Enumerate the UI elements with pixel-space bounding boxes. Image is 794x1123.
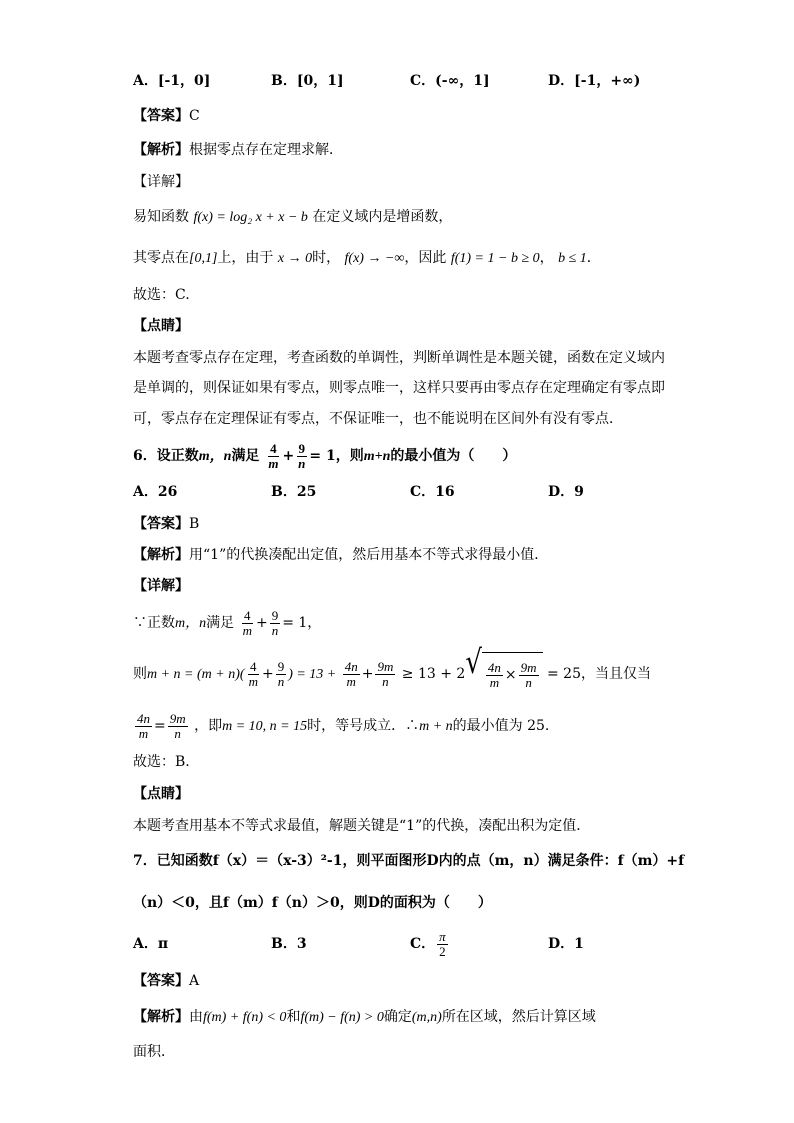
q6-option-c: C．16 bbox=[410, 484, 455, 500]
analysis-math: f(m) − f(n) > 0 bbox=[300, 1010, 384, 1025]
plus-sign: + bbox=[282, 448, 295, 464]
fraction bbox=[343, 660, 360, 688]
detail-text: ，即 bbox=[194, 718, 223, 734]
detail-math: b ≤ 1 bbox=[558, 251, 587, 266]
detail-math: ≥ 13 + 2 bbox=[401, 666, 466, 682]
analysis-text: 所在区域，然后计算区域 bbox=[441, 1009, 596, 1025]
detail-text: 的最小值为 25. bbox=[452, 718, 550, 734]
q7-stem-line2: （n）＜0，且f（m）f（n）＞0，则D的面积为（ ） bbox=[133, 895, 492, 911]
analysis-tag: 【解析】 bbox=[133, 547, 189, 563]
detail-math: x → 0 bbox=[277, 251, 313, 266]
times-sign: × bbox=[504, 667, 517, 683]
detail-math: m，n bbox=[175, 616, 207, 631]
q6-answer bbox=[133, 514, 199, 534]
q5-detail-line1 bbox=[133, 207, 452, 228]
q5-answer bbox=[133, 106, 200, 126]
fraction-den: m bbox=[248, 673, 258, 689]
detail-math: f(1) = 1 − b ≥ 0 bbox=[450, 251, 540, 266]
answer-tag: 【答案】 bbox=[133, 108, 189, 124]
analysis-text: 由 bbox=[189, 1009, 203, 1025]
q6-detail-line3 bbox=[133, 706, 549, 747]
analysis-tag: 【解析】 bbox=[133, 1009, 189, 1025]
q6-analysis bbox=[133, 545, 548, 565]
analysis-tag: 【解析】 bbox=[133, 142, 189, 158]
detail-text: ． bbox=[586, 250, 601, 266]
fraction bbox=[437, 930, 448, 958]
answer-value: C bbox=[189, 108, 200, 124]
q7-option-a: A．π bbox=[133, 936, 169, 952]
fraction bbox=[168, 712, 188, 740]
fraction bbox=[276, 660, 287, 688]
stem-text: 满足 bbox=[231, 448, 260, 464]
fraction-num: 9 bbox=[271, 607, 279, 623]
radical-sign: √ bbox=[465, 644, 482, 682]
answer-tag: 【答案】 bbox=[133, 516, 189, 532]
detail-text: ， bbox=[539, 250, 554, 266]
fraction bbox=[375, 660, 395, 688]
fraction-den: n bbox=[271, 622, 279, 638]
detail-math: = 25 bbox=[546, 666, 581, 682]
q5-comment-line1: 本题考查零点存在定理，考查函数的单调性，判断单调性是本题关键，函数在定义域内 bbox=[133, 350, 665, 366]
q7-stem-line1: 7．已知函数f（x）＝（x-3）²-1，则平面图形D内的点（m，n）满足条件：f（m）+f bbox=[133, 853, 685, 869]
q7-analysis bbox=[133, 1007, 596, 1028]
fraction bbox=[519, 661, 539, 689]
q6-option-d: D．9 bbox=[548, 484, 584, 500]
q6-comment-tag: 【点睛】 bbox=[133, 786, 189, 802]
analysis-text: 和 bbox=[286, 1009, 301, 1025]
detail-text: 满足 bbox=[206, 615, 235, 631]
answer-tag: 【答案】 bbox=[133, 973, 189, 989]
q6-detail-line1 bbox=[133, 604, 321, 643]
detail-math: m + n bbox=[419, 719, 453, 734]
analysis-text: 用“1”的代换凑配出定值，然后用基本不等式求得最小值． bbox=[189, 547, 549, 563]
fraction-num: 9m bbox=[169, 710, 186, 726]
square-root bbox=[465, 644, 542, 696]
detail-text: ∵正数 bbox=[133, 615, 175, 631]
option-label: C． bbox=[410, 936, 436, 952]
fraction-num: 4 bbox=[244, 607, 251, 623]
q7-option-c bbox=[410, 924, 450, 964]
fraction bbox=[270, 609, 281, 637]
detail-text: 时，等号成立．∴ bbox=[307, 718, 420, 734]
q6-option-b: B．25 bbox=[271, 484, 317, 500]
fraction-den: n bbox=[277, 673, 285, 689]
detail-math: f(x) → −∞ bbox=[344, 251, 405, 266]
q6-choose: 故选：B. bbox=[133, 754, 190, 770]
analysis-math: f(m) + f(n) < 0 bbox=[203, 1010, 287, 1025]
answer-value: A bbox=[189, 973, 200, 989]
q5-comment-line3: 可，零点存在定理保证有零点，不保证唯一，也不能说明在区间外有没有零点． bbox=[133, 411, 623, 427]
fraction bbox=[486, 661, 503, 689]
detail-math: = 1， bbox=[282, 615, 322, 631]
answer-value: B bbox=[189, 516, 200, 532]
detail-text: 其零点在 bbox=[133, 250, 189, 266]
analysis-math: (m,n) bbox=[411, 1010, 442, 1025]
fraction-num: 9m bbox=[377, 658, 394, 674]
fraction-den: 2 bbox=[439, 943, 446, 959]
fraction-num: 4 bbox=[270, 440, 277, 456]
q6-detail-tag: 【详解】 bbox=[133, 578, 189, 594]
fraction-num: 9 bbox=[277, 658, 285, 674]
stem-text: ，则 bbox=[335, 448, 364, 464]
fraction bbox=[296, 442, 307, 470]
q5-choose: 故选：C. bbox=[133, 287, 190, 303]
q6-detail-line2 bbox=[133, 644, 651, 696]
fraction-num: 4n bbox=[137, 710, 150, 726]
q6-comment: 本题考查用基本不等式求最值，解题关键是“1”的代换，凑配出积为定值． bbox=[133, 818, 591, 834]
detail-text: 易知函数 bbox=[133, 209, 189, 225]
detail-math: ) = 13 + bbox=[288, 667, 337, 682]
q6-stem bbox=[133, 436, 516, 477]
detail-math: m = 10, n = 15 bbox=[222, 719, 308, 734]
detail-text: 时， bbox=[312, 250, 341, 266]
fraction-den: n bbox=[298, 455, 306, 471]
q5-option-d: D．[-1，+∞) bbox=[548, 73, 641, 89]
fraction bbox=[241, 609, 254, 637]
fraction-den: m bbox=[138, 725, 149, 741]
detail-text: 则 bbox=[133, 666, 147, 682]
fraction-num: 9m bbox=[520, 659, 537, 675]
fraction-den: m bbox=[242, 622, 252, 638]
detail-text: ，因此 bbox=[404, 250, 447, 266]
q5-option-a: A．[-1，0] bbox=[133, 73, 211, 89]
q7-option-b: B．3 bbox=[271, 936, 307, 952]
fraction-num: 4n bbox=[344, 658, 358, 674]
detail-math: f(x) = log₂ x + x − b bbox=[193, 210, 308, 225]
analysis-text: 根据零点存在定理求解． bbox=[189, 142, 343, 158]
q5-detail-tag: 【详解】 bbox=[133, 174, 189, 190]
stem-math: = 1 bbox=[309, 448, 336, 464]
detail-text: 上，由于 bbox=[217, 250, 274, 266]
analysis-text: 确定 bbox=[383, 1009, 412, 1025]
q5-comment-line2: 是单调的，则保证如果有零点，则零点唯一，这样只要再由零点存在定理确定有零点即 bbox=[133, 380, 665, 396]
fraction-num: 4n bbox=[487, 659, 501, 675]
fraction-den: n bbox=[174, 725, 181, 741]
stem-math: m+n bbox=[363, 449, 391, 464]
fraction-num: 4 bbox=[250, 658, 257, 674]
detail-math: m + n = (m + n)( bbox=[147, 667, 245, 682]
stem-text: 6．设正数 bbox=[133, 448, 199, 464]
q5-option-c: C．(-∞，1] bbox=[410, 73, 490, 89]
fraction-num: 9 bbox=[298, 440, 306, 456]
q7-answer bbox=[133, 971, 199, 991]
q5-option-b: B．[0，1] bbox=[271, 73, 344, 89]
fraction bbox=[247, 660, 260, 688]
q5-detail-line2 bbox=[133, 248, 601, 269]
equals-sign: = bbox=[154, 718, 166, 734]
fraction-den: m bbox=[489, 674, 500, 690]
fraction-den: m bbox=[268, 455, 279, 471]
fraction bbox=[135, 712, 152, 740]
q7-option-d: D．1 bbox=[548, 936, 584, 952]
q5-analysis bbox=[133, 140, 343, 160]
q7-analysis-line2: 面积． bbox=[133, 1044, 175, 1060]
plus-sign: + bbox=[361, 666, 374, 682]
stem-math: m，n bbox=[198, 449, 232, 464]
detail-text: ，当且仅当 bbox=[580, 666, 651, 682]
plus-sign: + bbox=[255, 615, 268, 631]
fraction-den: n bbox=[382, 673, 389, 689]
fraction bbox=[266, 442, 280, 470]
fraction-den: n bbox=[525, 674, 532, 690]
q6-option-a: A．26 bbox=[133, 484, 178, 500]
plus-sign: + bbox=[261, 666, 274, 682]
detail-math: [0,1] bbox=[189, 251, 218, 266]
fraction-num: π bbox=[439, 928, 446, 944]
fraction-den: m bbox=[346, 673, 356, 689]
stem-text: 的最小值为（ ） bbox=[390, 448, 517, 464]
q5-comment-tag: 【点睛】 bbox=[133, 318, 189, 334]
detail-text: 在定义域内是增函数， bbox=[312, 209, 453, 225]
